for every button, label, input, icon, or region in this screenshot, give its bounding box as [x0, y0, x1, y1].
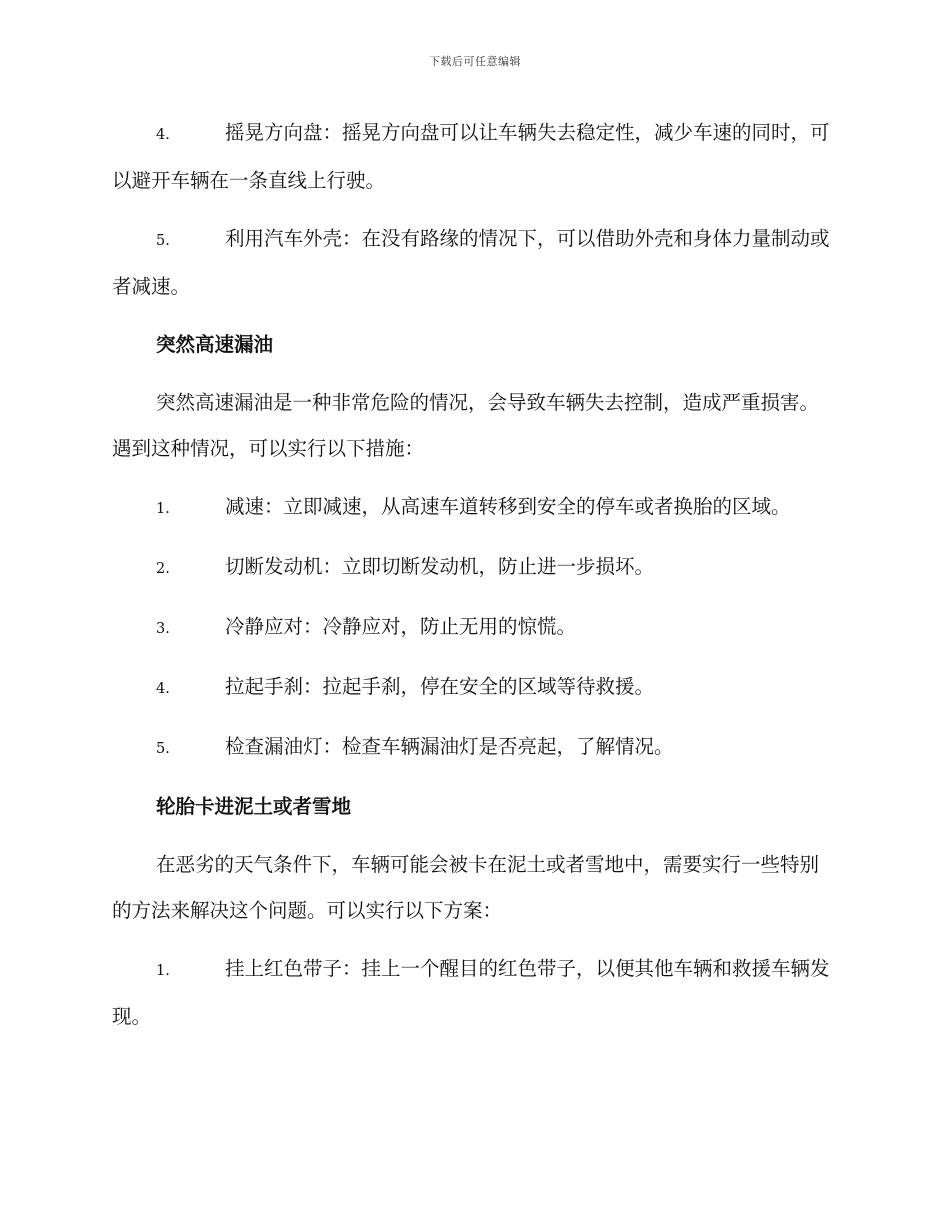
list-item-text: 冷静应对：冷静应对，防止无用的惊慌。: [225, 615, 577, 638]
list-item-text: 拉起手刹：拉起手刹，停在安全的区域等待救援。: [225, 675, 655, 698]
list-item-text: 挂上红色带子：挂上一个醒目的红色带子，以便其他车辆和救援车辆发现。: [112, 957, 830, 1028]
paragraph: 在恶劣的天气条件下，车辆可能会被卡在泥土或者雪地中，需要实行一些特别的方法来解决这个问题。可以实行以下方案：: [112, 853, 820, 922]
list-item: [112, 946, 837, 1040]
list-item-text: 切断发动机：立即切断发动机，防止进一步损坏。: [225, 555, 655, 578]
list-item-text: 减速：立即减速，从高速车道转移到安全的停车或者换胎的区域。: [225, 495, 791, 518]
list-item-number: 5.: [156, 233, 170, 249]
list-item: [112, 724, 837, 772]
list-item-number: 3.: [156, 621, 170, 637]
list-item-number: 4.: [156, 127, 170, 143]
list-item: [112, 604, 837, 652]
list-item-text: 检查漏油灯：检查车辆漏油灯是否亮起，了解情况。: [225, 735, 674, 758]
list-item: [112, 664, 837, 712]
list-item-number: 1.: [156, 963, 170, 979]
list-item-number: 1.: [156, 501, 170, 517]
list-item-number: 4.: [156, 681, 170, 697]
list-item: [112, 544, 837, 592]
list-item-text: 利用汽车外壳：在没有路缘的情况下，可以借助外壳和身体力量制动或者减速。: [112, 227, 830, 298]
list-item-number: 2.: [156, 561, 170, 577]
document-body: [112, 110, 837, 1052]
list-item-text: 摇晃方向盘：摇晃方向盘可以让车辆失去稳定性，减少车速的同时，可以避开车辆在一条直线上行驶。: [112, 121, 830, 192]
page-header: 下载后可任意编辑: [429, 55, 521, 68]
section-heading: 突然高速漏油: [156, 333, 274, 356]
list-item: [112, 110, 837, 204]
list-item: [112, 484, 837, 532]
list-item-number: 5.: [156, 741, 170, 757]
paragraph: 突然高速漏油是一种非常危险的情况，会导致车辆失去控制，造成严重损害。遇到这种情况，可以实行以下措施：: [112, 391, 820, 460]
section-heading: 轮胎卡进泥土或者雪地: [156, 795, 352, 818]
list-item: [112, 216, 837, 310]
